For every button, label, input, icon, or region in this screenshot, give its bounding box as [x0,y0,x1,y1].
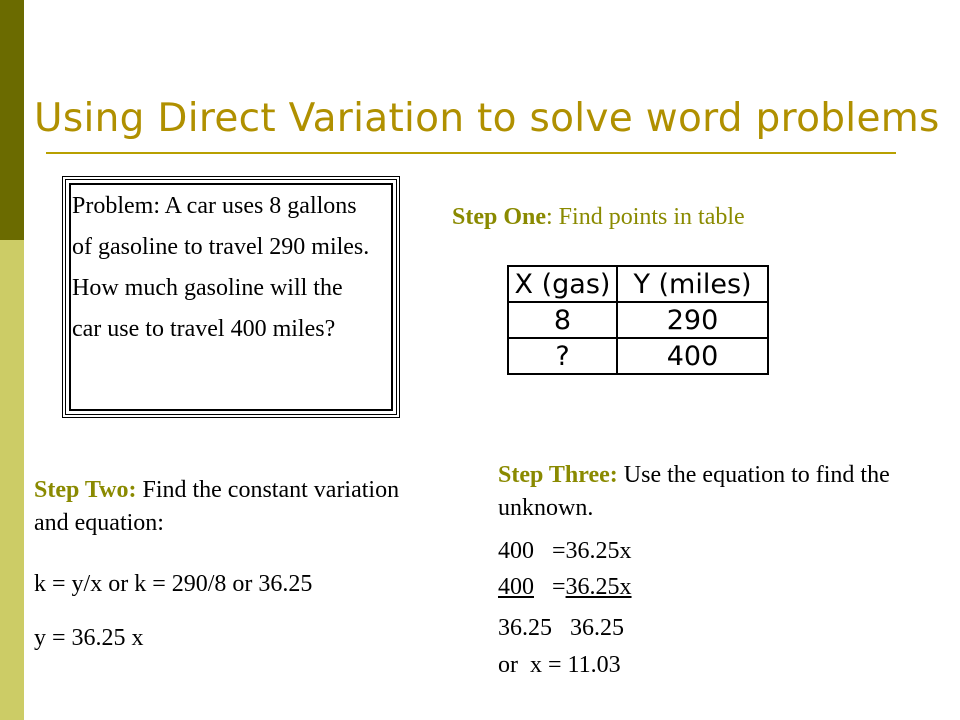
numerator-right: 36.25x [565,574,632,600]
points-table [507,265,769,375]
step-three-text: Use the equation to find the unknown. [498,462,890,521]
table-cell: 290 [617,302,768,338]
step-one-text: : Find points in table [546,204,745,230]
y-equation: y = 36.25 x [34,625,144,651]
numerator-left: 400 [498,574,534,600]
answer-line: or x = 11.03 [498,652,621,678]
problem-text: Problem: A car uses 8 gallons of gasoline to travel 290 miles. How much gasoline will the car use to travel 400 miles? [72,193,370,342]
table-cell: 8 [508,302,617,338]
step-one-label: Step One [452,204,547,230]
equals-sign: = [534,574,566,600]
slide-title: Using Direct Variation to solve word problems [34,96,940,141]
title-underline [46,152,896,154]
equation-line-2 [498,574,632,601]
step-two [34,474,434,540]
header-x: X (gas) [508,266,617,302]
header-y: Y (miles) [617,266,768,302]
step-one [452,204,745,231]
sidebar-light-bar [0,240,24,720]
k-equation: k = y/x or k = 290/8 or 36.25 [34,571,313,597]
table-header-row [508,266,768,302]
sidebar-dark-bar [0,0,24,240]
table-row [508,302,768,338]
step-three-label: Step Three: [498,462,618,488]
denominator-line: 36.25 36.25 [498,615,624,641]
step-two-text: Find the constant variation and equation: [34,477,400,536]
equation-line-1: 400 =36.25x [498,538,632,564]
step-three [498,459,918,525]
table-cell: ? [508,338,617,374]
table-cell: 400 [617,338,768,374]
step-two-label: Step Two: [34,477,137,503]
table-row [508,338,768,374]
